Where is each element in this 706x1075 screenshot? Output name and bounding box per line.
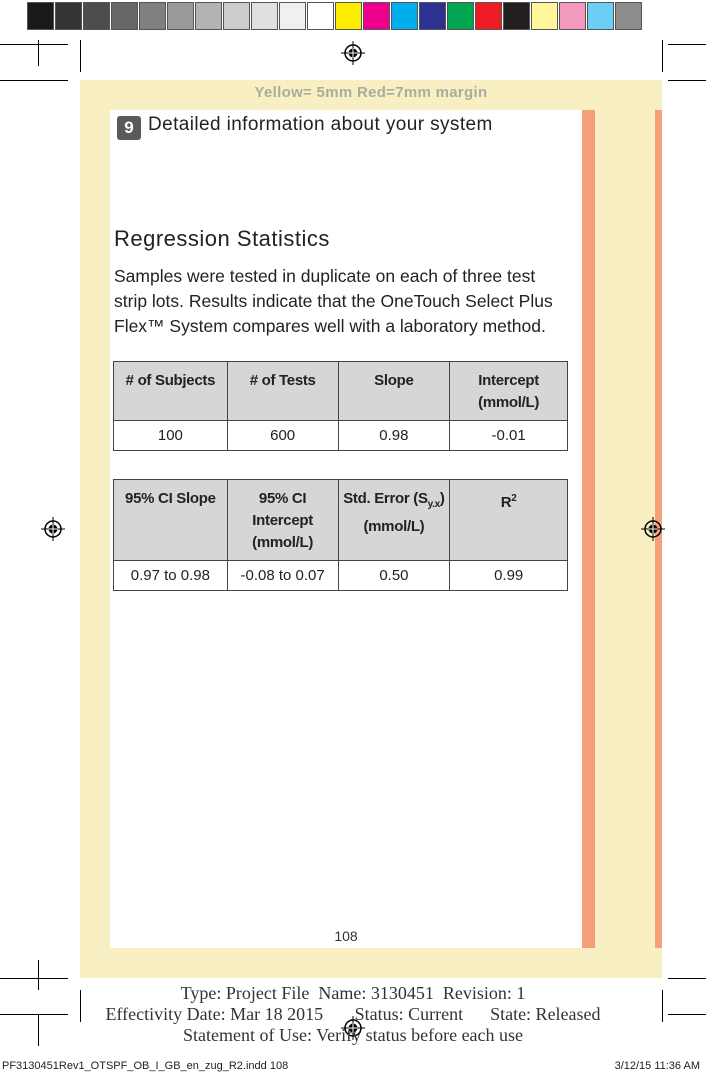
table-header-cell: # of Subjects — [114, 362, 228, 421]
body-paragraph: Samples were tested in duplicate on each of three test strip lots. Results indicate that the OneTouch Select Plus Flex™ System compares well with a laboratory method. — [114, 266, 553, 336]
color-swatch — [167, 2, 194, 30]
crop-mark — [0, 80, 68, 81]
regression-table-2 — [113, 479, 568, 591]
color-swatch — [615, 2, 642, 30]
page-number: 108 — [334, 928, 358, 944]
table-cell: 100 — [114, 421, 228, 451]
registration-target-icon — [641, 517, 665, 541]
color-swatch — [531, 2, 558, 30]
table-cell: 600 — [227, 421, 338, 451]
header-ci-intercept: 95% CI Intercept (mmol/L) — [252, 490, 314, 551]
color-swatch — [223, 2, 250, 30]
header-std-error-unit: ) (mmol/L) — [363, 490, 445, 535]
header-ci-slope: 95% CI Slope — [125, 490, 216, 507]
color-swatch — [587, 2, 614, 30]
crop-mark — [0, 44, 68, 45]
page-heading: Regression Statistics — [114, 226, 330, 251]
slug-line: Statement of Use: Verify status before each use — [182, 1025, 524, 1045]
crop-mark — [668, 44, 706, 45]
crop-mark — [668, 978, 706, 979]
header-r-squared-superscript: 2 — [511, 493, 517, 504]
color-calibration-bar — [27, 2, 643, 32]
crop-mark — [0, 978, 68, 979]
crop-mark — [668, 80, 706, 81]
regression-table-1 — [113, 361, 568, 451]
file-info: PF3130451Rev1_OTSPF_OB_I_GB_en_zug_R2.indd 108 — [2, 1060, 289, 1072]
table-header-cell: Intercept (mmol/L) — [450, 362, 568, 421]
color-swatch — [111, 2, 138, 30]
header-std-error-subscript: y.x — [427, 499, 440, 510]
color-swatch — [419, 2, 446, 30]
table-header-cell — [227, 480, 338, 561]
table-header-cell: Slope — [338, 362, 450, 421]
registration-target-icon — [341, 41, 365, 65]
color-swatch — [139, 2, 166, 30]
table-cell: 0.98 — [338, 421, 450, 451]
header-std-error: Std. Error (S — [343, 490, 428, 507]
crop-mark — [662, 40, 663, 72]
table-header-cell: # of Tests — [227, 362, 338, 421]
table-cell: 0.97 to 0.98 — [114, 561, 228, 591]
color-swatch — [503, 2, 530, 30]
crop-mark — [80, 40, 81, 72]
table-cell: 0.50 — [338, 561, 450, 591]
red-margin-strip — [582, 110, 595, 948]
table-cell: -0.01 — [450, 421, 568, 451]
color-swatch — [335, 2, 362, 30]
slug-line: Type: Project File Name: 3130451 Revision: 1 — [180, 983, 526, 1003]
section-number-badge: 9 — [117, 116, 141, 140]
table-header-row — [114, 362, 568, 421]
margin-note: Yellow= 5mm Red=7mm margin — [254, 84, 488, 101]
color-swatch — [447, 2, 474, 30]
table-row — [114, 421, 568, 451]
table-header-cell — [338, 480, 450, 561]
color-swatch — [559, 2, 586, 30]
section-title: Detailed information about your system — [148, 114, 493, 135]
table-header-cell — [114, 480, 228, 561]
table-header-row — [114, 480, 568, 561]
slug-line: Effectivity Date: Mar 18 2015 Status: Current State: Released — [105, 1004, 601, 1024]
table-cell: 0.99 — [450, 561, 568, 591]
color-swatch — [279, 2, 306, 30]
color-swatch — [391, 2, 418, 30]
timestamp: 3/12/15 11:36 AM — [614, 1060, 700, 1072]
table-header-cell — [450, 480, 568, 561]
color-swatch — [363, 2, 390, 30]
color-swatch — [475, 2, 502, 30]
crop-mark — [38, 40, 39, 66]
color-swatch — [251, 2, 278, 30]
color-swatch — [307, 2, 334, 30]
color-swatch — [27, 2, 54, 30]
color-swatch — [195, 2, 222, 30]
color-swatch — [83, 2, 110, 30]
color-swatch — [55, 2, 82, 30]
header-r-squared: R — [500, 494, 512, 511]
table-row — [114, 561, 568, 591]
registration-target-icon — [41, 517, 65, 541]
table-cell: -0.08 to 0.07 — [227, 561, 338, 591]
